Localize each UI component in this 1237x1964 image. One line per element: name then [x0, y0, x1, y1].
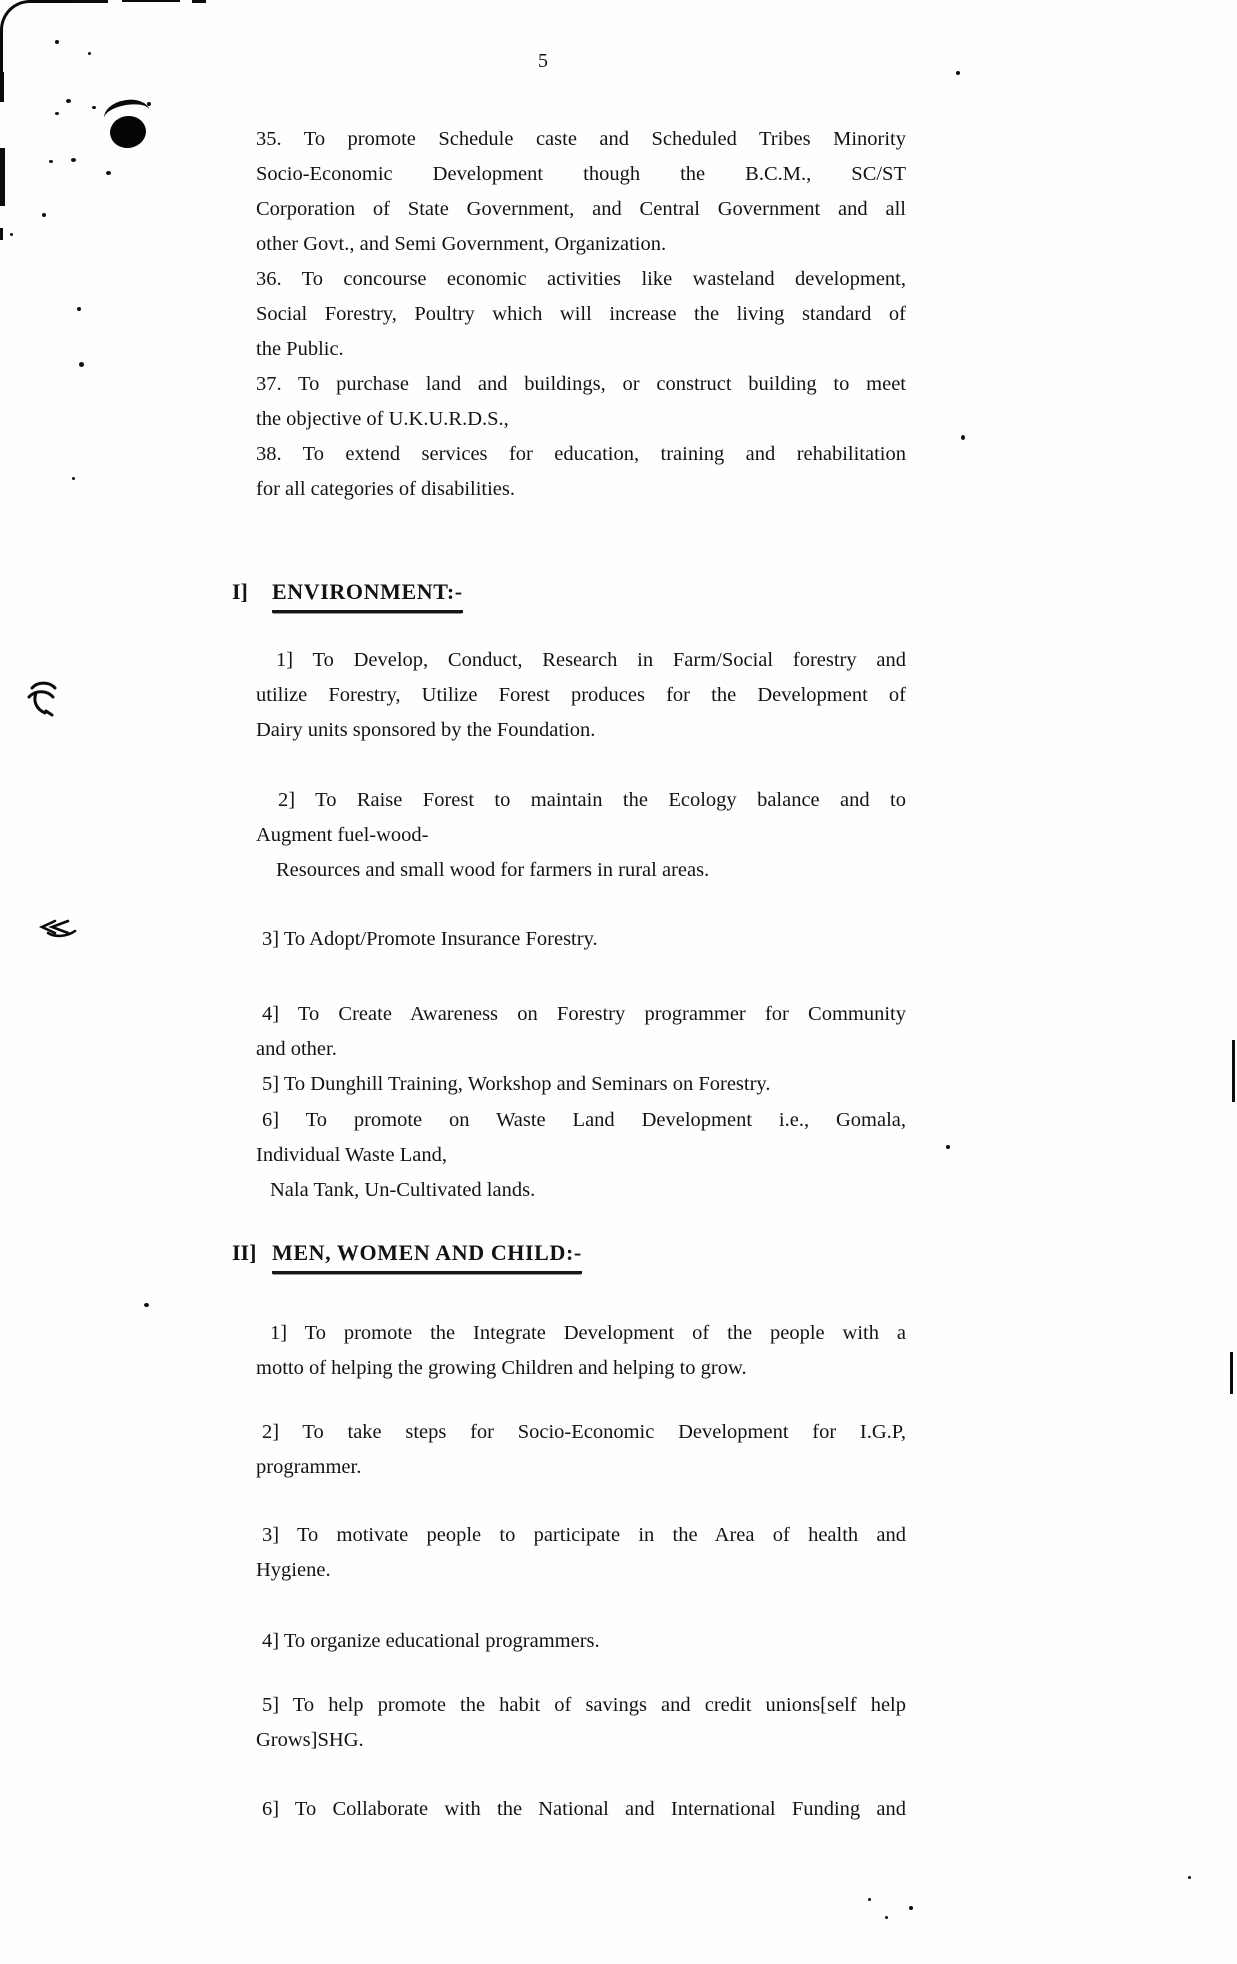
page-number: 5: [538, 50, 548, 72]
text-column: [232, 122, 906, 1827]
mwc-item-2: [256, 1415, 906, 1485]
text-line: 6] To promote on Waste Land Development i.e., Gomala,: [262, 1109, 906, 1131]
section-marker: I]: [232, 579, 248, 604]
scan-dot: [66, 99, 71, 103]
scan-edge-line: [1230, 1352, 1233, 1394]
scan-dot: [71, 158, 76, 162]
text-line: programmer.: [256, 1456, 362, 1478]
mwc-item-4: [256, 1624, 906, 1659]
text-line: Nala Tank, Un-Cultivated lands.: [270, 1179, 536, 1201]
scan-dot: [10, 233, 13, 236]
scan-dot: [868, 1898, 871, 1901]
text-line: 5] To Dunghill Training, Workshop and Seminars on Forestry.: [262, 1073, 771, 1095]
scan-dot: [72, 477, 75, 480]
mwc-item-6: [256, 1792, 906, 1827]
pen-scribble: [38, 918, 78, 940]
text-line: Hygiene.: [256, 1559, 331, 1581]
scan-dot: [946, 1145, 950, 1149]
scan-dot: [1188, 1876, 1191, 1879]
scan-dot: [55, 112, 59, 115]
scan-dot: [885, 1916, 888, 1919]
text-line: 36. To concourse economic activities like wasteland development,: [256, 268, 906, 290]
scan-edge-line: [122, 0, 180, 2]
mwc-item-3: [256, 1518, 906, 1588]
text-line: Resources and small wood for farmers in rural areas.: [276, 859, 710, 881]
clause-36: [256, 262, 906, 367]
scan-dot: [956, 71, 960, 75]
clause-38: [256, 437, 906, 507]
text-line: 3] To Adopt/Promote Insurance Forestry.: [262, 928, 598, 950]
scan-edge-line: [0, 72, 4, 102]
text-line: Individual Waste Land,: [256, 1144, 447, 1166]
scan-edge-line: [192, 0, 206, 3]
text-line: 37. To purchase land and buildings, or construct building to meet: [256, 373, 906, 395]
scan-edge-line: [1232, 1040, 1235, 1102]
text-line: for all categories of disabilities.: [256, 478, 516, 500]
scan-dot: [77, 307, 81, 311]
text-line: 1] To promote the Integrate Development of the people with a: [270, 1322, 906, 1344]
pen-scribble: [24, 678, 60, 720]
text-line: 4] To organize educational programmers.: [262, 1630, 600, 1652]
text-line: Dairy units sponsored by the Foundation.: [256, 719, 596, 741]
scan-dot: [88, 52, 91, 55]
section-environment: [232, 577, 906, 613]
environment-item-4: [256, 997, 906, 1067]
section-title: MEN, WOMEN AND CHILD:-: [272, 1238, 582, 1274]
environment-item-5: [256, 1067, 906, 1102]
environment-item-2: [256, 783, 906, 888]
environment-item-6: [256, 1103, 906, 1208]
text-line: the Public.: [256, 338, 344, 360]
scan-dot: [92, 106, 96, 109]
scan-dot: [79, 362, 84, 367]
text-line: Social Forestry, Poultry which will increase the living standard of: [256, 303, 906, 325]
environment-item-3: [256, 922, 906, 957]
scan-corner-arc: [0, 0, 75, 73]
text-line: Socio-Economic Development though the B.C.M., SC/ST: [256, 163, 906, 185]
scan-edge-line: [0, 148, 5, 206]
text-line: Corporation of State Government, and Central Government and all: [256, 198, 906, 220]
mwc-item-1: [256, 1316, 906, 1386]
mwc-item-5: [256, 1688, 906, 1758]
text-line: utilize Forestry, Utilize Forest produces for the Development of: [256, 684, 906, 706]
text-line: 3] To motivate people to participate in the Area of health and: [262, 1524, 906, 1546]
text-line: 2] To Raise Forest to maintain the Ecology balance and to: [278, 789, 906, 811]
text-line: 6] To Collaborate with the National and International Funding and: [262, 1798, 906, 1820]
scan-dot: [42, 213, 46, 217]
text-line: 38. To extend services for education, training and rehabilitation: [256, 443, 906, 465]
text-line: 1] To Develop, Conduct, Research in Farm/Social forestry and: [276, 649, 906, 671]
text-line: other Govt., and Semi Government, Organization.: [256, 233, 667, 255]
scan-dot: [909, 1906, 913, 1910]
text-line: Grows]SHG.: [256, 1729, 364, 1751]
text-line: 35. To promote Schedule caste and Scheduled Tribes Minority: [256, 128, 906, 150]
text-line: Augment fuel-wood-: [256, 824, 429, 846]
environment-item-1: [256, 643, 906, 748]
section-men-women-child: [232, 1238, 906, 1274]
scan-dot: [55, 40, 59, 44]
scan-dot: [961, 435, 965, 440]
section-marker: II]: [232, 1240, 257, 1265]
text-line: 2] To take steps for Socio-Economic Development for I.G.P,: [262, 1421, 906, 1443]
scan-dot: [49, 160, 53, 163]
text-line: and other.: [256, 1038, 337, 1060]
text-line: 4] To Create Awareness on Forestry programmer for Community: [262, 1003, 906, 1025]
text-line: motto of helping the growing Children and helping to grow.: [256, 1357, 747, 1379]
scan-dot: [106, 171, 111, 175]
text-line: the objective of U.K.U.R.D.S.,: [256, 408, 509, 430]
text-line: 5] To help promote the habit of savings and credit unions[self help: [262, 1694, 906, 1716]
section-title: ENVIRONMENT:-: [272, 577, 463, 613]
scan-dot: [144, 1303, 149, 1307]
clause-35: [256, 122, 906, 262]
scan-edge-line: [72, 0, 108, 3]
scan-edge-line: [0, 228, 3, 240]
clause-37: [256, 367, 906, 437]
scan-dot: [147, 102, 151, 106]
